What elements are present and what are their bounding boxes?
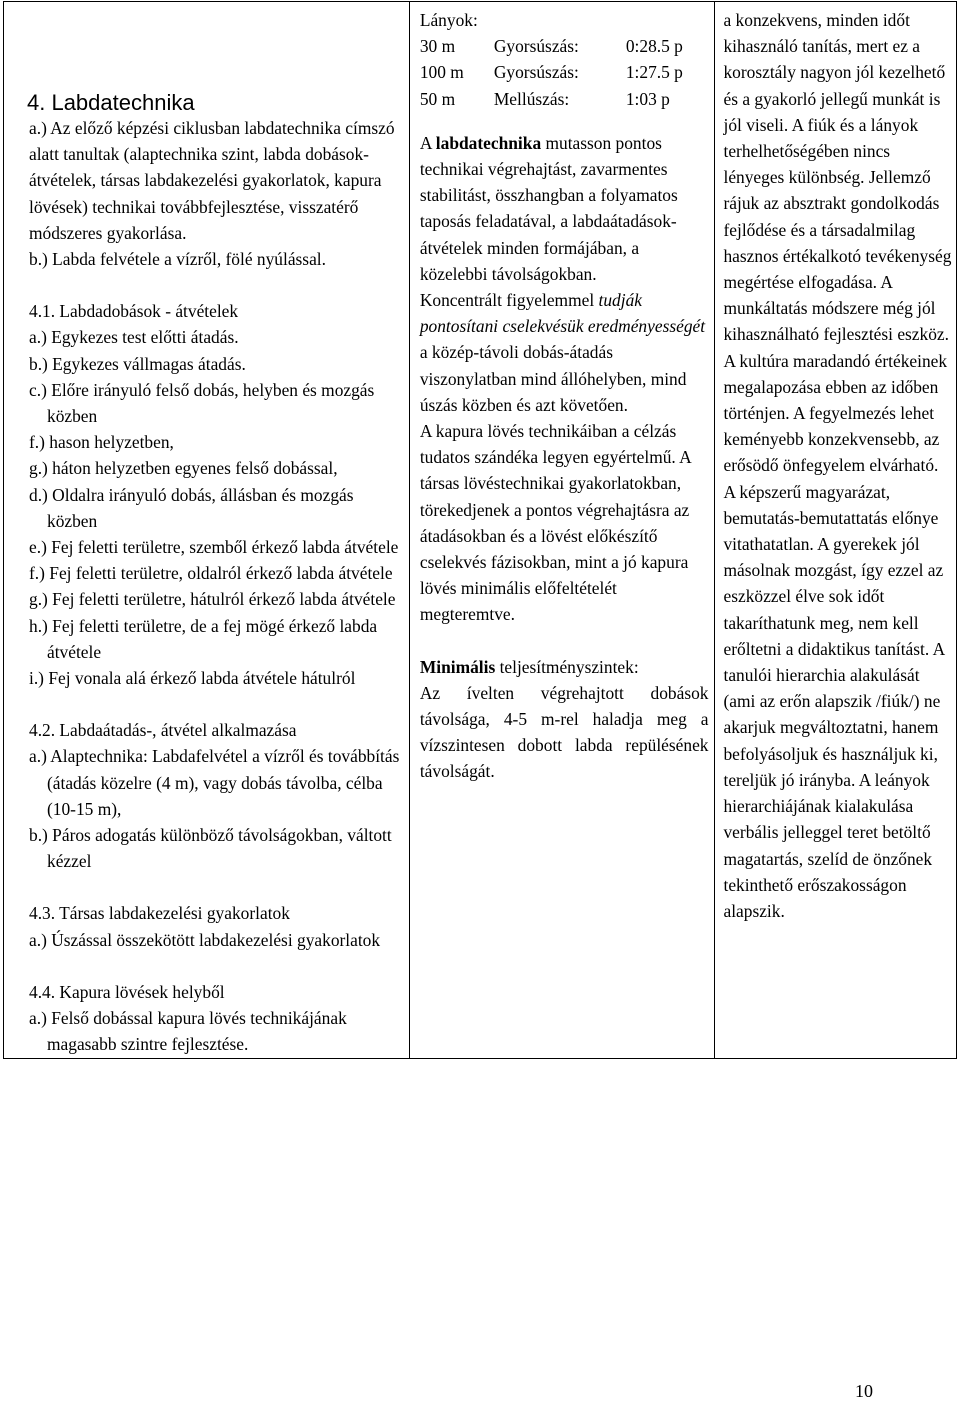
ball-technique-term: labdatechnika [435, 132, 542, 153]
record-time: 0:28.5 p [625, 36, 683, 57]
record-distance: 30 m [419, 36, 456, 57]
list-item: g.) háton helyzetben egyenes felső dobással, [29, 458, 338, 479]
record-event: Gyorsúszás: [493, 62, 579, 83]
minimum-term: Minimális [419, 656, 496, 677]
record-time: 1:27.5 p [625, 62, 683, 83]
record-distance: 50 m [419, 88, 456, 109]
section-heading: 4. Labdatechnika [27, 90, 195, 115]
list-item: e.) Fej feletti területre, szemből érkező labda átvétele [29, 537, 399, 558]
list-item: c.) Előre irányuló felső dobás, helyben és mozgás közben [29, 379, 375, 427]
subsection-4-3-title: 4.3. Társas labdakezelési gyakorlatok [29, 903, 290, 924]
para2-pre: Koncentrált figyelemmel [419, 290, 599, 311]
shooting-paragraph: A kapura lövés technikáiban a célzás tudatos szándéka legyen egyértelmű. A társas lövéstechnikai gyakorlatokban, törekedjenek a pontos végrehajtásra az átadásokban és a lövést előkészítő cselekvés fázisokban, mint a jó kapura lövés minimális előfeltételét megteremtve. [419, 421, 691, 625]
list-item: a.) Úszással összekötött labdakezelési gyakorlatok [29, 929, 381, 950]
para1-pre: A [419, 132, 436, 153]
record-event: Gyorsúszás: [493, 36, 579, 57]
minimum-rest: teljesítményszintek: [495, 656, 639, 677]
subsection-4-2-title: 4.2. Labdaátadás-, átvétel alkalmazása [29, 720, 297, 741]
list-item: a.) Egykezes test előtti átadás. [29, 327, 239, 348]
list-item: a.) Felső dobással kapura lövés technikájának magasabb szintre fejlesztése. [29, 1008, 347, 1055]
column-requirements [409, 2, 715, 1059]
intro-a: a.) Az előző képzési ciklusban labdatechnika címszó alatt tanultak (alaptechnika szint, labda dobások-átvételek, társas labdakezelési gyakorlatok, kapura lövések) technikai továbbfejlesztése, visszatérő módszeres gyakorlása. [29, 118, 395, 243]
intro-b: b.) Labda felvétele a vízről, fölé nyúlással. [29, 249, 326, 270]
record-row [420, 86, 709, 112]
ball-technique-paragraph [420, 130, 709, 287]
list-item: i.) Fej vonala alá érkező labda átvétele hátulról [29, 668, 356, 689]
record-distance: 100 m [419, 62, 464, 83]
column-curriculum [4, 2, 410, 1059]
methodology-text: a konzekvens, minden időt kihasználó tanítás, mert ez a korosztály nagyon jól kezelhető és a gyakorló jellegű munkát is jól viseli. A fiúk és a lányok terhelhetőségében nincs lényeges különbség. Jellemző rájuk az absztrakt gondolkodás fejlődése és a társadalmilag hasznos értékalkotó tevékenység megértése elfogadása. A munkáltatás módszere még jól kihasználható fejlesztési eszköz. A kultúra maradandó értékeinek megalapozása ebben az időben történjen. A fegyelmezés lehet keményebb konzekvensebb, az erősödő önfegyelem elvárható. A képszerű magyarázat, bemutatás-bemutattatás előnye vitathatatlan. A gyerekek jól másolnak mozgást, így ezzel az eszközzel élve sok időt takaríthatunk meg, nem kell erőltetni a didaktikus tanítást. A tanulói hierarchia alakulását (ami az erőn alapszik /fiúk/) ne akarjuk megváltoztatni, hanem befolyásoljuk és használjuk ki, tereljük jó irányba. A leányok hierarchiájának kialakulása verbális jelleggel teret betöltő magatartás, szelíd de önzőnek tekinthető erőszakosságon alapszik. [723, 10, 952, 921]
para2-post: a közép-távoli dobás-átadás viszonylatban mind állóhelyben, mind úszás közben és azt követően. [419, 342, 687, 415]
record-row [420, 59, 709, 85]
girls-label: Lányok: [419, 10, 478, 30]
record-event: Mellúszás: [493, 88, 570, 109]
minimum-heading [420, 654, 709, 680]
record-row [420, 33, 709, 59]
para2-italic: tudják pontosítani cselekvésük eredményességét [419, 290, 706, 337]
list-item: b.) Egykezes vállmagas átadás. [29, 353, 246, 374]
list-item: f.) Fej feletti területre, oldalról érkező labda átvétele [29, 563, 393, 584]
minimum-text: Az ívelten végrehajtott dobások távolsága, 4-5 m-rel haladja meg a vízszintesen dobott labda repülésének távolságát. [419, 682, 709, 782]
column-methodology [715, 2, 957, 1059]
focus-paragraph [420, 287, 709, 418]
para1-post: mutasson pontos technikai végrehajtást, zavarmentes stabilitást, összhangban a folyamatos taposás feladatával, a labdaátadások-átvételek minden formájában, a közelebbi távolságokban. [419, 132, 678, 284]
list-item: a.) Alaptechnika: Labdafelvétel a vízről és továbbítás (átadás közelre (4 m), vagy dobás távolba, célba (10-15 m), [29, 746, 400, 819]
page-number: 10 [855, 1381, 873, 1401]
list-item: g.) Fej feletti területre, hátulról érkező labda átvétele [29, 589, 396, 610]
list-item: b.) Páros adogatás különböző távolságokban, váltott kézzel [29, 825, 392, 872]
record-time: 1:03 p [625, 88, 670, 109]
list-item: h.) Fej feletti területre, de a fej mögé érkező labda átvétele [29, 615, 378, 662]
list-item: f.) hason helyzetben, [29, 432, 174, 453]
subsection-4-1-title: 4.1. Labdadobások - átvételek [29, 301, 239, 322]
list-item: d.) Oldalra irányuló dobás, állásban és mozgás közben [29, 484, 354, 531]
subsection-4-4-title: 4.4. Kapura lövések helyből [29, 981, 225, 1002]
content-table [3, 1, 957, 1059]
